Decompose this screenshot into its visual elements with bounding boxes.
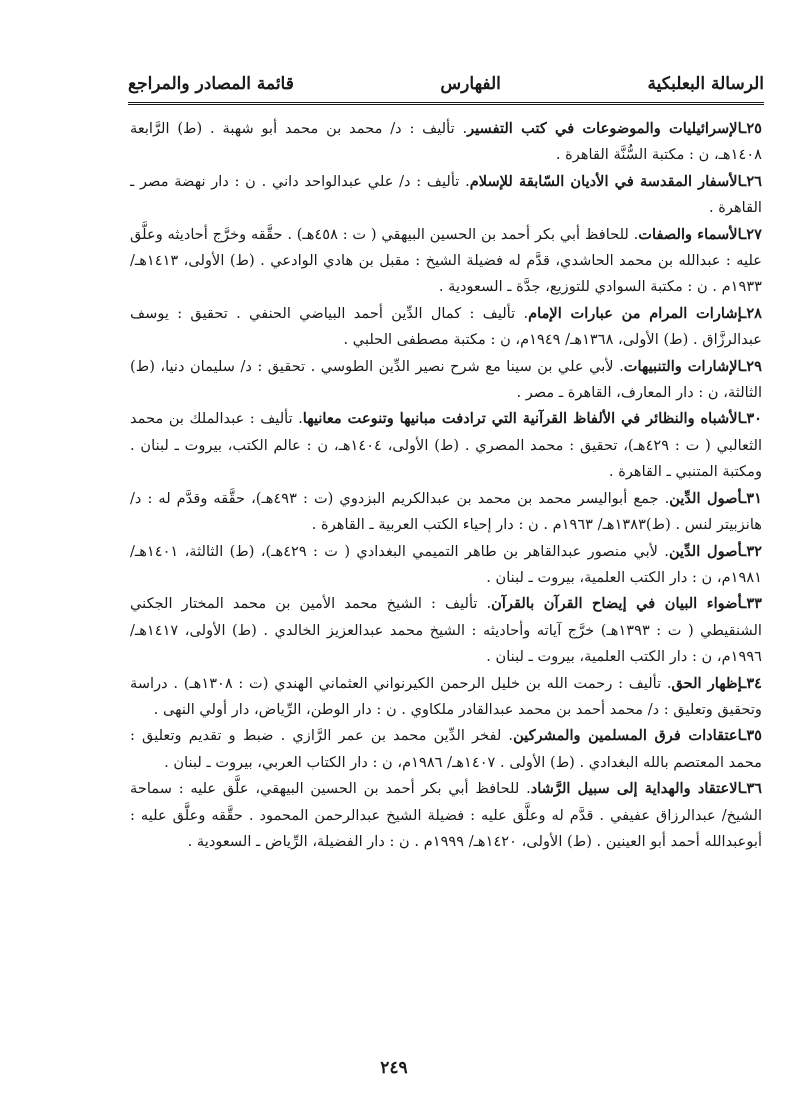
entry-number: ٣٣ـ xyxy=(742,595,762,613)
entry-number: ٣٥ـ xyxy=(742,727,762,745)
entry-title: أضواء البيان في إيضاح القرآن بالقرآن xyxy=(491,595,743,613)
entry-number: ٢٧ـ xyxy=(742,225,762,243)
reference-entry xyxy=(130,539,762,592)
entry-details: . تأليف : الشيخ محمد الأمين بن محمد المختار الجكني الشنقيطي ( ت : ١٣٩٣هـ) خرَّج آياته وأحاديثه : الشيخ محمد عبدالعزيز الخالدي . (ط) الأولى، ١٤١٧هـ/ ١٩٩٦م، ن : دار الكتب العلمية، بيروت ـ لبنان . xyxy=(130,595,762,666)
header-section: الفهارس xyxy=(440,74,501,94)
reference-entry xyxy=(130,671,762,724)
entry-number: ٣٦ـ xyxy=(742,780,762,798)
entry-details: . لأبي علي بن سينا مع شرح نصير الدِّين الطوسي . تحقيق : د/ سليمان دنيا، (ط) الثالثة، ن : دار المعارف، القاهرة ـ مصر . xyxy=(130,357,762,402)
header-book-title: الرسالة البعلبكية xyxy=(647,74,764,94)
entry-number: ٣١ـ xyxy=(742,489,762,507)
entry-title: الأسفار المقدسة في الأديان السّابقة للإسلام xyxy=(469,172,743,190)
header-rule xyxy=(128,102,764,105)
entry-details: . جمع أبواليسر محمد بن محمد بن عبدالكريم البزدوي (ت : ٤٩٣هـ)، حقَّقه وقدَّم له : د/ هانزبيتر لنس . (ط)١٣٨٣هـ/ ١٩٦٣م . ن : دار إحياء الكتب العربية ـ القاهرة . xyxy=(130,489,762,534)
entry-title: الإسرائيليات والموضوعات في كتب التفسير xyxy=(467,120,743,137)
entry-details: . للحافظ أبي بكر أحمد بن الحسين البيهقي، علَّق عليه : سماحة الشيخ/ عبدالرزاق عفيفي . قدَّم له وعلَّق عليه : فضيلة الشيخ عبدالرحمن المحمود . حقَّقه وعلَّق عليه : أبوعبدالله أحمد أبو العينين . (ط) الأولى، ١٤٢٠هـ/ ١٩٩٩م . ن : دار الفضيلة، الرِّياض ـ السعودية . xyxy=(130,780,762,850)
entry-title: الأشباه والنظائر في الألفاظ القرآنية التي ترادفت مبانيها وتنوعت معانيها xyxy=(302,410,743,428)
page-number: ٢٤٩ xyxy=(380,1058,408,1078)
entry-number: ٢٩ـ xyxy=(742,357,762,375)
entry-details: . للحافظ أبي بكر أحمد بن الحسين البيهقي ( ت : ٤٥٨هـ) . حقَّقه وخرَّج أحاديثه وعلَّق عليه : عبدالله بن محمد الحاشدي، قدَّم له فضيلة الشيخ : مقبل بن هادي الوادعي . (ط) الأولى، ١٤١٣هـ/ ١٩٣٣م . ن : مكتبة السوادي للتوزيع، جدَّة ـ السعودية . xyxy=(130,225,762,296)
entry-number: ٢٦ـ xyxy=(742,172,762,190)
reference-entry xyxy=(130,406,762,485)
reference-entry xyxy=(130,354,762,407)
entry-title: الإشارات والتنبيهات xyxy=(623,357,743,375)
header-chapter: قائمة المصادر والمراجع xyxy=(128,74,294,94)
reference-entry xyxy=(130,116,762,169)
entry-title: الأسماء والصفات xyxy=(638,225,743,243)
entry-details: . تأليف : د/ علي عبدالواحد داني . ن : دار نهضة مصر ـ القاهرة . xyxy=(130,172,762,217)
reference-entry xyxy=(130,169,762,222)
reference-entry xyxy=(130,222,762,301)
references-list xyxy=(130,116,762,1056)
entry-details: . تأليف : عبدالملك بن محمد الثعالبي ( ت : ٤٢٩هـ)، تحقيق : محمد المصري . (ط) الأولى، ١٤٠٤هـ، ن : عالم الكتب، بيروت ـ لبنان . ومكتبة المتنبي ـ القاهرة . xyxy=(130,410,762,481)
reference-entry xyxy=(130,723,762,776)
entry-details: . لفخر الدِّين محمد بن عمر الرَّازي . ضبط و تقديم وتعليق : محمد المعتصم بالله البغدادي . (ط) الأولى . ١٤٠٧هـ/ ١٩٨٦م، ن : دار الكتاب العربي، بيروت ـ لبنان . xyxy=(130,727,762,771)
entry-details: . لأبي منصور عبدالقاهر بن طاهر التميمي البغدادي ( ت : ٤٢٩هـ)، (ط) الثالثة، ١٤٠١هـ/ ١٩٨١م، ن : دار الكتب العلمية، بيروت ـ لبنان . xyxy=(130,542,762,586)
reference-entry xyxy=(130,301,762,354)
entry-title: إشارات المرام من عبارات الإمام xyxy=(528,304,743,322)
entry-number: ٢٥ـ xyxy=(742,120,762,137)
reference-entry xyxy=(130,776,762,855)
reference-entry xyxy=(130,591,762,670)
entry-number: ٣٠ـ xyxy=(742,410,762,428)
entry-details: . تأليف : د/ محمد بن محمد أبو شهبة . (ط) الرَّابعة ١٤٠٨هـ، ن : مكتبة السُّنَّة القاهرة . xyxy=(130,120,762,164)
entry-title: إظهار الحق xyxy=(671,674,743,692)
entry-title: أصول الدِّين xyxy=(668,542,743,560)
entry-title: الاعتقاد والهداية إلى سبيل الرَّشاد xyxy=(530,780,743,798)
running-header xyxy=(128,62,764,102)
entry-details: . تأليف : رحمت الله بن خليل الرحمن الكيرنواني العثماني الهندي (ت : ١٣٠٨هـ) . دراسة وتحقيق وتعليق : د/ محمد أحمد بن محمد عبدالقادر ملكاوي . ن : دار الوطن، الرِّياض، دار أولي النهى . xyxy=(130,674,762,718)
reference-entry xyxy=(130,486,762,539)
entry-details: . تأليف : كمال الدِّين أحمد البياضي الحنفي . تحقيق : يوسف عبدالرزَّاق . (ط) الأولى، ١٣٦٨هـ/ ١٩٤٩م، ن : مكتبة مصطفى الحلبي . xyxy=(130,304,762,349)
entry-number: ٣٤ـ xyxy=(742,674,762,692)
entry-number: ٢٨ـ xyxy=(742,304,762,322)
entry-title: اعتقادات فرق المسلمين والمشركين xyxy=(513,727,743,745)
entry-number: ٣٢ـ xyxy=(742,542,762,560)
entry-title: أصول الدِّين xyxy=(669,489,743,507)
